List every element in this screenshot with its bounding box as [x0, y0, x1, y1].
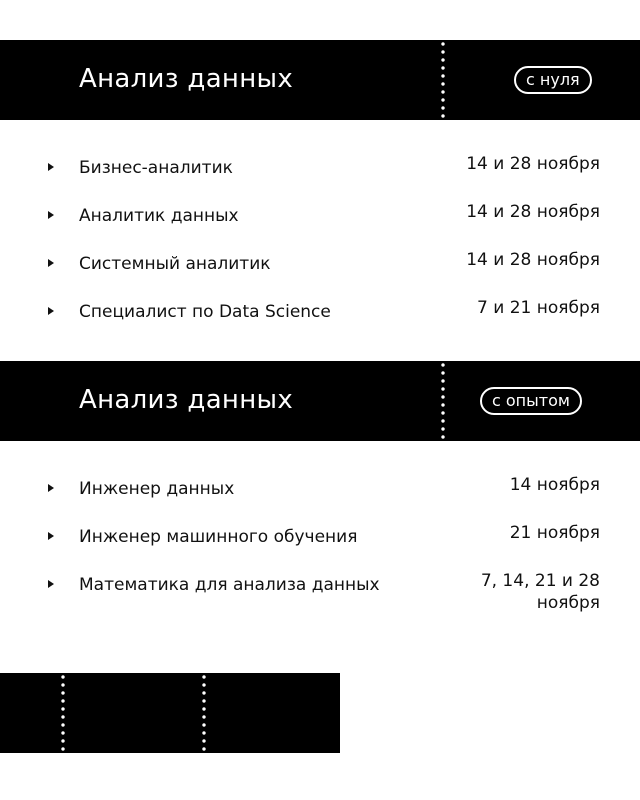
course-name: Математика для анализа данных [79, 575, 380, 595]
bullet-triangle-icon [48, 163, 54, 171]
course-name: Бизнес-аналитик [79, 158, 233, 178]
course-name: Инженер машинного обучения [79, 527, 358, 547]
course-date: 14 и 28 ноября [466, 250, 600, 270]
bullet-triangle-icon [48, 580, 54, 588]
bullet-triangle-icon [48, 211, 54, 219]
course-date: 7, 14, 21 и 28 ноября [480, 571, 600, 613]
dotted-divider [441, 361, 445, 441]
level-badge-experienced: с опытом [480, 387, 582, 415]
dotted-divider [441, 40, 445, 120]
course-date: 7 и 21 ноября [477, 298, 600, 318]
course-name: Инженер данных [79, 479, 235, 499]
course-date: 14 и 28 ноября [466, 154, 600, 174]
course-name: Аналитик данных [79, 206, 239, 226]
bullet-triangle-icon [48, 532, 54, 540]
bullet-triangle-icon [48, 307, 54, 315]
section-2-header [0, 361, 640, 441]
bullet-triangle-icon [48, 259, 54, 267]
footer-decorative-block [0, 673, 340, 753]
bullet-triangle-icon [48, 484, 54, 492]
dotted-divider [202, 673, 206, 753]
course-date: 14 и 28 ноября [466, 202, 600, 222]
section-2-title: Анализ данных [79, 385, 294, 415]
level-badge-beginner: с нуля [514, 66, 592, 94]
course-date: 21 ноября [509, 523, 600, 543]
course-name: Системный аналитик [79, 254, 271, 274]
course-name: Специалист по Data Science [79, 302, 331, 322]
dotted-divider [61, 673, 65, 753]
section-1-title: Анализ данных [79, 64, 294, 94]
section-1-header [0, 40, 640, 120]
course-date: 14 ноября [509, 475, 600, 495]
